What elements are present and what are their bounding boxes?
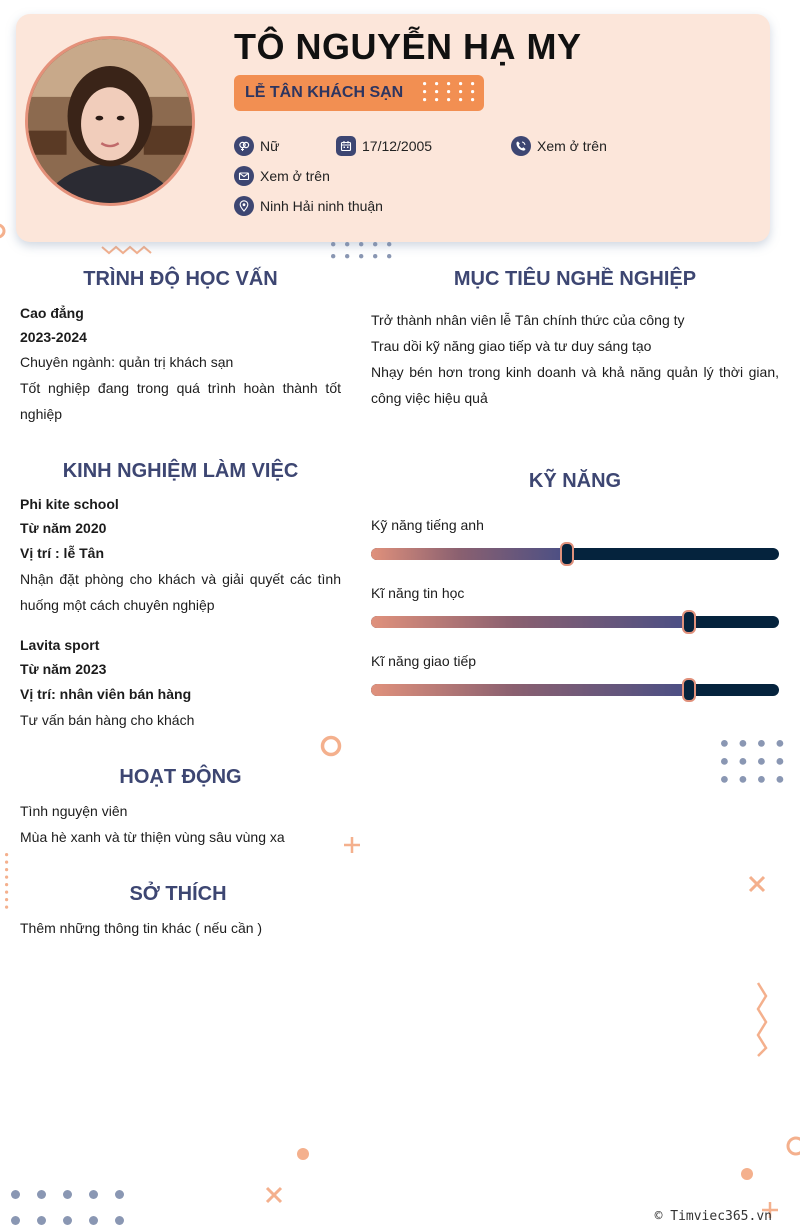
skills-heading: KỸ NĂNG <box>528 470 622 492</box>
skill-1-fill <box>371 548 567 560</box>
decorative-dot <box>758 758 765 765</box>
job-title: LỄ TÂN KHÁCH SẠN <box>245 84 404 101</box>
skill-1-knob <box>560 542 574 566</box>
calendar-icon <box>336 136 356 156</box>
decorative-cross-right <box>746 873 768 895</box>
birthday-info <box>336 136 432 156</box>
objective-heading: MỤC TIÊU NGHỀ NGHIỆP <box>453 268 697 290</box>
decorative-dot <box>63 1190 72 1199</box>
decorative-dot <box>777 776 784 783</box>
email-info <box>234 166 330 186</box>
decorative-dot <box>331 242 335 246</box>
decorative-dot <box>459 98 462 101</box>
decorative-dot <box>721 740 728 747</box>
job-1-description: Nhận đặt phòng cho khách và giải quyết các tình huống một cách chuyên nghiệp <box>20 571 341 613</box>
decorative-ring-bottom-right <box>782 1133 800 1159</box>
decorative-dot <box>740 776 747 783</box>
decorative-dot <box>435 90 438 93</box>
job-1-period: Từ năm 2020 <box>20 520 107 536</box>
skill-2-label: Kĩ năng tin học <box>371 585 465 601</box>
skill-1-label: Kỹ năng tiếng anh <box>371 517 484 533</box>
decorative-dot <box>435 82 438 85</box>
decorative-ring-left <box>0 222 12 242</box>
decorative-dot <box>387 254 391 258</box>
decorative-dot <box>5 876 8 879</box>
decorative-dot <box>115 1216 124 1225</box>
decorative-dot <box>423 98 426 101</box>
decorative-dot <box>471 90 474 93</box>
activities-role: Tình nguyện viên <box>20 803 128 819</box>
decorative-plus-mid <box>342 835 362 855</box>
decorative-dot-small-1 <box>296 1147 310 1161</box>
job-2-company: Lavita sport <box>20 637 100 653</box>
decorative-dot <box>758 776 765 783</box>
gender-value: Nữ <box>260 138 280 154</box>
education-major: Chuyên ngành: quản trị khách sạn <box>20 354 234 370</box>
skill-3-knob <box>682 678 696 702</box>
decorative-dot <box>447 82 450 85</box>
decorative-dot <box>331 254 335 258</box>
decorative-pill-dots <box>422 81 478 105</box>
phone-value: Xem ở trên <box>537 138 607 154</box>
decorative-dot <box>373 242 377 246</box>
job-1-company: Phi kite school <box>20 496 119 512</box>
decorative-dot <box>447 98 450 101</box>
decorative-dot <box>387 242 391 246</box>
skill-2-bar <box>371 616 779 628</box>
gender-icon <box>234 136 254 156</box>
decorative-dot <box>471 98 474 101</box>
decorative-dot <box>11 1216 20 1225</box>
job-2-position: Vị trí: nhân viên bán hàng <box>20 686 192 702</box>
job-2-description: Tư vấn bán hàng cho khách <box>20 712 195 728</box>
decorative-dot <box>740 758 747 765</box>
gender-info <box>234 136 279 156</box>
decorative-dot <box>740 740 747 747</box>
decorative-dot <box>37 1190 46 1199</box>
decorative-cross-bottom <box>263 1184 285 1206</box>
decorative-dot <box>721 758 728 765</box>
decorative-dot <box>721 776 728 783</box>
decorative-dot <box>5 853 8 856</box>
avatar-photo <box>28 39 192 203</box>
decorative-dot <box>359 242 363 246</box>
decorative-dot <box>89 1216 98 1225</box>
decorative-dotted-line-left <box>4 852 12 910</box>
decorative-dot <box>459 90 462 93</box>
decorative-dot <box>345 254 349 258</box>
decorative-dot-small-2 <box>740 1167 754 1181</box>
decorative-dot <box>5 861 8 864</box>
decorative-dot <box>115 1190 124 1199</box>
decorative-dot <box>37 1216 46 1225</box>
decorative-dot <box>5 868 8 871</box>
decorative-dot <box>373 254 377 258</box>
decorative-dot <box>5 906 8 909</box>
copyright: © Timviec365.vn <box>654 1209 772 1224</box>
objective-line-3: Nhạy bén hơn trong kinh doanh và khả năng quản lý thời gian, công việc hiệu quả <box>371 364 779 406</box>
address-value: Ninh Hải ninh thuận <box>260 198 383 214</box>
phone-icon <box>511 136 531 156</box>
decorative-dot <box>63 1216 72 1225</box>
decorative-dot <box>777 740 784 747</box>
hobbies-heading: SỞ THÍCH <box>129 883 227 905</box>
activities-description: Mùa hè xanh và từ thiện vùng sâu vùng xa <box>20 829 285 845</box>
address-info <box>234 196 383 216</box>
objective-line-2: Trau dồi kỹ năng giao tiếp và tư duy sáng tạo <box>371 338 652 354</box>
skill-1-bar <box>371 548 779 560</box>
decorative-zigzag-top <box>100 244 156 256</box>
experience-heading: KINH NGHIỆM LÀM VIỆC <box>62 460 299 482</box>
skill-3-label: Kĩ năng giao tiếp <box>371 653 477 669</box>
candidate-name: TÔ NGUYỄN HẠ MY <box>234 26 582 67</box>
decorative-dot <box>345 242 349 246</box>
education-school: Cao đẳng <box>20 305 84 321</box>
birthday-value: 17/12/2005 <box>362 138 433 154</box>
decorative-dot <box>423 90 426 93</box>
hobbies-description: Thêm những thông tin khác ( nếu cần ) <box>20 920 263 936</box>
job-1-position: Vị trí : lễ Tân <box>20 545 105 561</box>
decorative-dot <box>435 98 438 101</box>
objective-line-1: Trở thành nhân viên lễ Tân chính thức của công ty <box>371 312 685 328</box>
activities-heading: HOẠT ĐỘNG <box>119 766 242 788</box>
decorative-dot <box>459 82 462 85</box>
skill-3-fill <box>371 684 689 696</box>
education-period: 2023-2024 <box>20 329 87 345</box>
job-2-period: Từ năm 2023 <box>20 661 107 677</box>
skill-2-knob <box>682 610 696 634</box>
decorative-dot <box>89 1190 98 1199</box>
decorative-dot <box>777 758 784 765</box>
decorative-dot <box>758 740 765 747</box>
phone-info <box>511 136 607 156</box>
decorative-dot-grid-right <box>720 739 792 787</box>
decorative-zigzag-vertical <box>754 980 770 1058</box>
decorative-dot <box>5 898 8 901</box>
decorative-dot-grid-bottom-left <box>10 1189 134 1229</box>
education-description: Tốt nghiệp đang trong quá trình hoàn thành tốt nghiệp <box>20 380 341 422</box>
job-title-badge <box>234 75 484 111</box>
decorative-ring-mid <box>318 734 344 760</box>
decorative-dot <box>423 82 426 85</box>
avatar <box>25 36 195 206</box>
skill-3-bar <box>371 684 779 696</box>
decorative-dot <box>447 90 450 93</box>
location-icon <box>234 196 254 216</box>
email-value: Xem ở trên <box>260 168 330 184</box>
mail-icon <box>234 166 254 186</box>
decorative-dot <box>471 82 474 85</box>
education-heading: TRÌNH ĐỘ HỌC VẤN <box>83 268 278 290</box>
decorative-dot <box>5 891 8 894</box>
decorative-dot <box>11 1190 20 1199</box>
decorative-dot <box>5 883 8 886</box>
decorative-dot <box>359 254 363 258</box>
skill-2-fill <box>371 616 689 628</box>
